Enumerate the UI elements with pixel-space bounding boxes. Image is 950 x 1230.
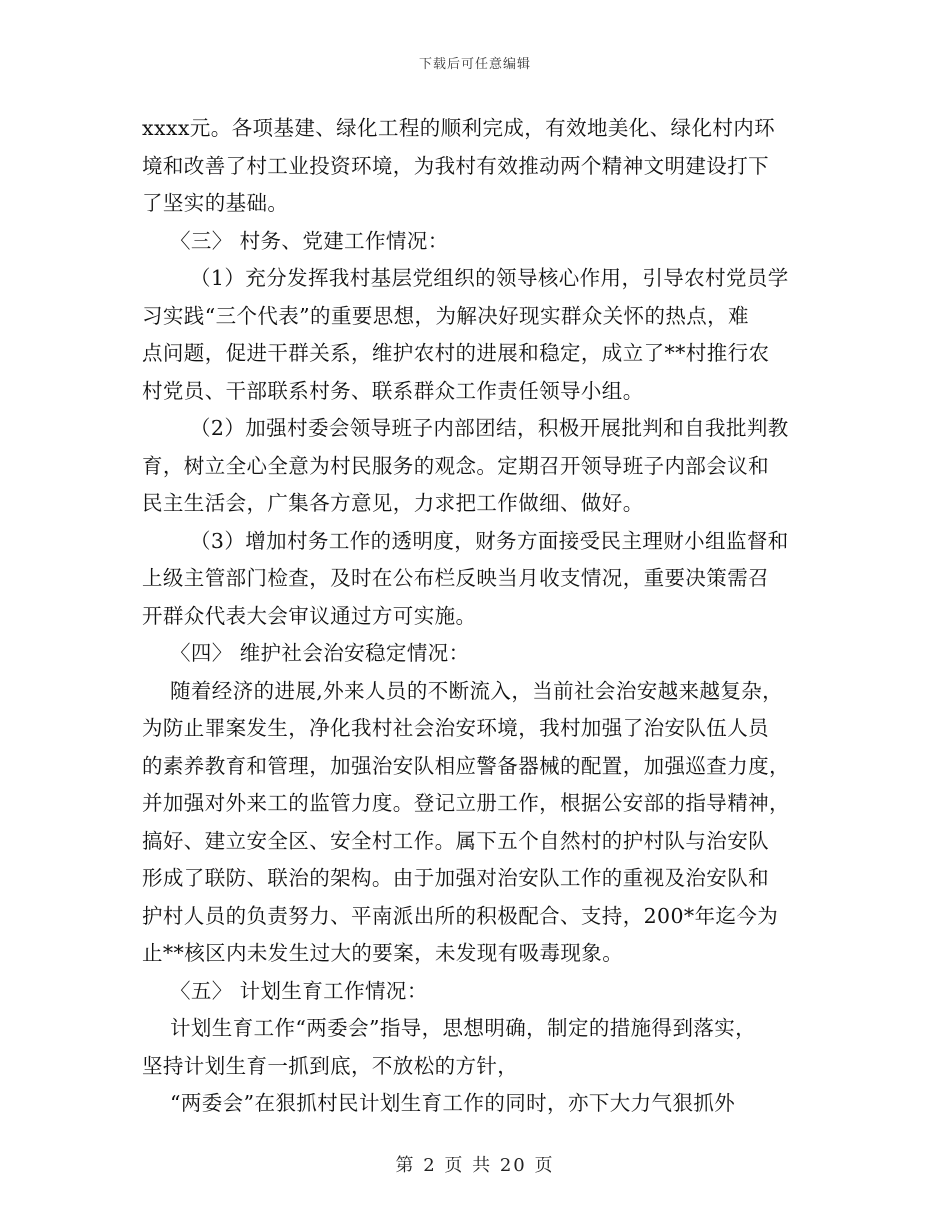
paragraph-line: xxxx元。各项基建、绿化工程的顺利完成，有效地美化、绿化村内环 <box>142 116 776 140</box>
section-heading: 〈五〉 计划生育工作情况： <box>170 978 428 1003</box>
paragraph-line: 护村人员的负责努力、平南派出所的积极配合、支持，200*年迄今为 <box>142 903 779 928</box>
paragraph-line: 开群众代表大会审议通过方可实施。 <box>142 603 477 628</box>
paragraph-line: 上级主管部门检查，及时在公布栏反映当月收支情况，重要决策需召 <box>142 566 769 590</box>
paragraph-line: 境和改善了村工业投资环境，为我村有效推动两个精神文明建设打下 <box>142 153 769 178</box>
paragraph-line: 止**核区内未发生过大的要案，未发现有吸毒现象。 <box>142 941 624 965</box>
document-body <box>142 110 810 1123</box>
paragraph-line: （3）增加村务工作的透明度，财务方面接受民主理财小组监督和 <box>190 528 789 553</box>
section-heading: 〈四〉 维护社会治安稳定情况： <box>170 641 470 665</box>
paragraph-line: 随着经济的进展,外来人员的不断流入，当前社会治安越来越复杂， <box>170 678 784 703</box>
section-heading: 〈三〉 村务、党建工作情况： <box>170 228 449 253</box>
paragraph-line: 村党员、干部联系村务、联系群众工作责任领导小组。 <box>142 378 644 403</box>
paragraph-line: 育，树立全心全意为村民服务的观念。定期召开领导班子内部会议和 <box>142 453 769 478</box>
paragraph-line: 搞好、建立安全区、安全村工作。属下五个自然村的护村队与治安队 <box>142 828 769 853</box>
page-header: 下载后可任意编辑 <box>418 57 531 72</box>
paragraph-line: “两委会”在狠抓村民计划生育工作的同时，亦下大力气狠抓外 <box>170 1091 736 1115</box>
paragraph-line: 民主生活会，广集各方意见，力求把工作做细、做好。 <box>142 491 644 515</box>
paragraph-line: 坚持计划生育一抓到底，不放松的方针， <box>142 1053 519 1078</box>
paragraph-line: 计划生育工作“两委会”指导，思想明确，制定的措施得到落实， <box>170 1016 757 1040</box>
paragraph-line: 的素养教育和管理，加强治安队相应警备器械的配置，加强巡查力度， <box>142 753 790 778</box>
paragraph-line: （1）充分发挥我村基层党组织的领导核心作用，引导农村党员学 <box>190 266 789 290</box>
paragraph-line: 点问题，促进干群关系，维护农村的进展和稳定，成立了**村推行农 <box>142 341 770 365</box>
page-number-footer: 第 2 页 共 20 页 <box>395 1155 555 1176</box>
paragraph-line: 形成了联防、联治的架构。由于加强对治安队工作的重视及治安队和 <box>142 866 769 890</box>
paragraph-line: 为防止罪案发生，净化我村社会治安环境，我村加强了治安队伍人员 <box>142 716 769 740</box>
paragraph-line: 习实践“三个代表”的重要思想，为解决好现实群众关怀的热点，难 <box>142 303 749 328</box>
paragraph-line: 并加强对外来工的监管力度。登记立册工作，根据公安部的指导精神， <box>142 791 790 815</box>
paragraph-line: （2）加强村委会领导班子内部团结，积极开展批判和自我批判教 <box>190 416 789 440</box>
paragraph-line: 了坚实的基础。 <box>142 191 289 215</box>
